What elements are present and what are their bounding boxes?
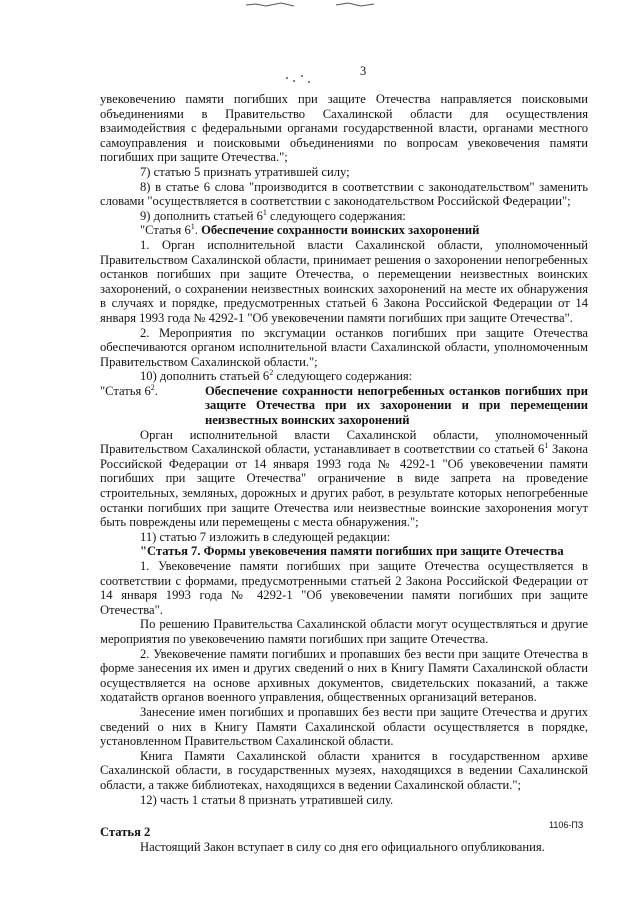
article-2-heading: Статья 2 [100,825,151,840]
paragraph: увековечению памяти погибших при защите Отечества направляется поисковыми объединениями в Правительство Сахалинской области для осуществления взаимодействия с федеральными органами государственной власти, органами местного самоуправления и поисковыми объединениями по вопросам увековечения памяти погибших при защите Отечества."; [100,92,588,165]
paragraph: 7) статью 5 признать утратившей силу; [140,164,350,179]
paragraph: Настоящий Закон вступает в силу со дня его официального опубликования. [140,839,545,854]
paragraph: 1. Увековечение памяти погибших при защите Отечества осуществляется в соответствии с формами, предусмотренными статьей 2 Закона Российской Федерации от 14 января 1993 года № 4292-1 "Об увековечении памяти погибших при защите Отечества". [100,559,588,617]
paragraph: 2. Увековечение памяти погибших и пропавших без вести при защите Отечества в форме занесения их имен и других сведений о них в Книгу Памяти Сахалинской области осуществляется на основе архивных документов, свидетельских показаний, а также ходатайств органов военного управления, общественных организаций ветеранов. [100,646,588,705]
paragraph: Книга Памяти Сахалинской области хранится в государственном архиве Сахалинской области, в государственных музеях, находящихся в ведении Сахалинской области, а также библиотеках, находящихся в ведении Сахалинской области."; [100,748,588,792]
paragraph: 12) часть 1 статьи 8 признать утратившей силу. [140,792,394,807]
page-number: 3 [360,64,367,78]
paragraph: 9) дополнить статьей $6^1$ следующего содержания: [140,207,406,223]
paragraph: 8) в статье 6 слова "производится в соответствии с законодательством" заменить словами "осуществляется в соответствии с законодательством Российской Федерации"; [100,179,588,209]
document-body [100,92,588,854]
paragraph: По решению Правительства Сахалинской области могут осуществляться и другие мероприятия по увековечению памяти погибших при защите Отечества. [100,617,588,646]
article-heading: "Статья 7. Формы увековечения памяти погибших при защите Отечества [140,544,564,559]
paragraph: Орган исполнительной власти Сахалинской области, уполномоченный Правительством Сахалинской области, устанавливает в соответствии со статьей $6^1$ Закона Российской Федерации от 14 января 1993 года № 4292-1 "Об увековечении памяти погибших при защите Отечества" ограничение в виде запрета на проведение строительных, земляных, дорожных и других работ, в результате которых непогребенные останки погибших при защите Отечества или неизвестные воинские захоронения могут быть повреждены или перемещены с места обнаружения."; [100,427,589,530]
paragraph: Занесение имен погибших и пропавших без вести при защите Отечества и других сведений о них в Книгу Памяти Сахалинской области осуществляется в порядке, установленном Правительством Сахалинской области. [100,704,588,749]
scan-artifact-small [282,72,316,86]
document-code: 1106-ПЗ [549,820,584,830]
article-heading: "Статья $6^1$. Обеспечение сохранности воинских захоронений [140,222,480,238]
paragraph: 11) статью 7 изложить в следующей редакции: [140,529,391,544]
article-heading: "Статья $6^2$. Обеспечение сохранности непогребенных останков погибших при защите Отечества при их захоронении и при перемещении неизвестных воинских захоронений [100,382,588,428]
paragraph: 2. Мероприятия по эксгумации останков погибших при защите Отечества обеспечиваются органом исполнительной власти Сахалинской области, уполномоченным Правительством Сахалинской области."; [100,325,588,369]
scan-artifact [236,0,386,10]
paragraph: 1. Орган исполнительной власти Сахалинской области, уполномоченный Правительством Сахалинской области, принимает решения о захоронении непогребенных останков погибших при защите Отечества, о перемещении неизвестных воинских захоронений, о сохранении неизвестных воинских захоронений на месте их обнаружения в случаях и порядке, предусмотренных статьей 6 Закона Российской Федерации от 14 января 1993 года № 4292-1 "Об увековечении памяти погибших при защите Отечества". [100,237,588,325]
paragraph: 10) дополнить статьей $6^2$ следующего содержания: [140,368,413,384]
